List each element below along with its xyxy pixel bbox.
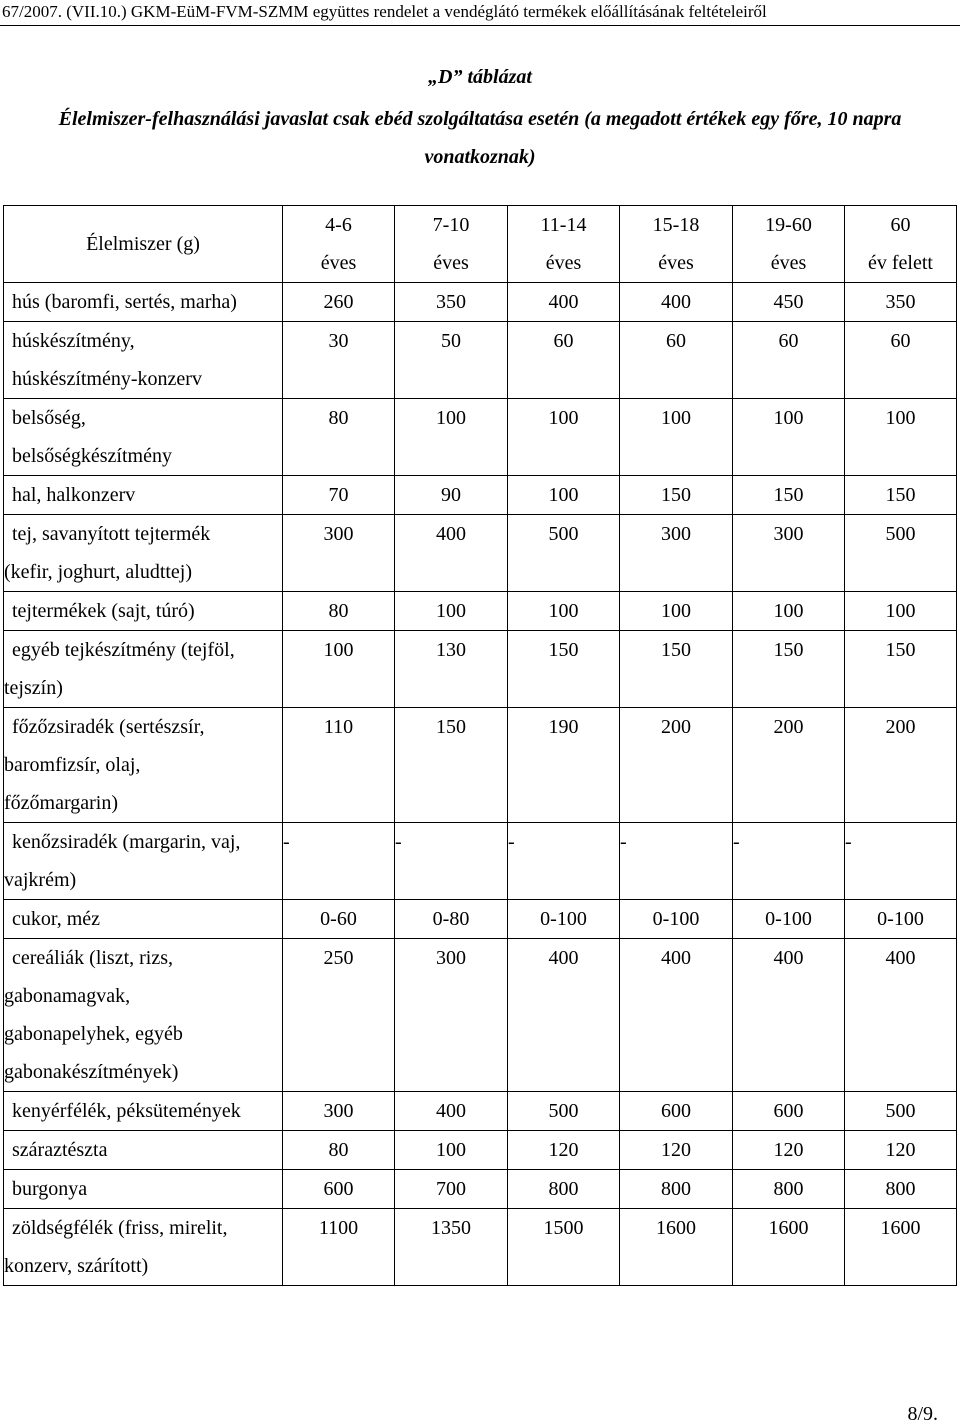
food-name-line: tejszín) bbox=[4, 677, 63, 699]
value-cell: - bbox=[620, 823, 733, 900]
table-body bbox=[4, 206, 957, 1286]
food-name-line: kenyérfélék, péksütemények bbox=[12, 1100, 241, 1122]
value-cell: 100 bbox=[620, 399, 733, 476]
value-cell: 300 bbox=[283, 1092, 395, 1131]
table-row bbox=[4, 476, 957, 515]
food-name-line: kenőzsiradék (margarin, vaj, bbox=[12, 831, 241, 853]
food-name-cell bbox=[4, 476, 283, 515]
value-cell: - bbox=[508, 823, 620, 900]
table-row bbox=[4, 283, 957, 322]
table-row bbox=[4, 515, 957, 592]
value-cell: 1350 bbox=[395, 1209, 508, 1286]
header-cell-age-group bbox=[620, 206, 733, 283]
value-cell: 500 bbox=[508, 1092, 620, 1131]
value-cell: 80 bbox=[283, 1131, 395, 1170]
value-cell: 400 bbox=[620, 939, 733, 1092]
food-name-cell bbox=[4, 939, 283, 1092]
food-name-line: cereáliák (liszt, rizs, bbox=[12, 947, 174, 969]
food-name-cell bbox=[4, 823, 283, 900]
value-cell: 260 bbox=[283, 283, 395, 322]
table-row bbox=[4, 1131, 957, 1170]
age-range-label: 19-60 bbox=[765, 214, 812, 236]
value-cell: 190 bbox=[508, 708, 620, 823]
header-cell-food: Élelmiszer (g) bbox=[4, 206, 283, 283]
table-row bbox=[4, 823, 957, 900]
value-cell: 100 bbox=[395, 592, 508, 631]
food-name-cell bbox=[4, 631, 283, 708]
table-row bbox=[4, 1209, 957, 1286]
food-name-line: gabonapelyhek, egyéb bbox=[4, 1023, 183, 1045]
header-cell-age-group bbox=[283, 206, 395, 283]
value-cell: 100 bbox=[845, 399, 957, 476]
food-name-cell bbox=[4, 399, 283, 476]
food-name-line: (kefir, joghurt, aludttej) bbox=[4, 561, 193, 583]
food-name-cell bbox=[4, 515, 283, 592]
food-usage-table bbox=[3, 205, 957, 1286]
food-name-line: egyéb tejkészítmény (tejföl, bbox=[12, 639, 235, 661]
food-name-line: gabonakészítmények) bbox=[4, 1061, 179, 1083]
food-name-line: gabonamagvak, bbox=[4, 985, 131, 1007]
food-name-line: húskészítmény-konzerv bbox=[12, 368, 202, 390]
food-name-line: húskészítmény, bbox=[12, 330, 135, 352]
value-cell: 100 bbox=[620, 592, 733, 631]
food-name-cell bbox=[4, 1131, 283, 1170]
table-row bbox=[4, 1092, 957, 1131]
table-header-row bbox=[4, 206, 957, 283]
value-cell: 60 bbox=[733, 322, 845, 399]
table-row bbox=[4, 399, 957, 476]
food-name-line: tej, savanyított tejtermék bbox=[12, 523, 211, 545]
document-header: 67/2007. (VII.10.) GKM-EüM-FVM-SZMM együttes rendelet a vendéglátó termékek előállításának feltételeiről bbox=[2, 2, 767, 21]
value-cell: 200 bbox=[733, 708, 845, 823]
value-cell: 800 bbox=[508, 1170, 620, 1209]
value-cell: 150 bbox=[395, 708, 508, 823]
value-cell: 400 bbox=[395, 515, 508, 592]
food-name-line: belsőségkészítmény bbox=[12, 445, 172, 467]
value-cell: - bbox=[283, 823, 395, 900]
food-name-line: száraztészta bbox=[12, 1139, 108, 1161]
value-cell: - bbox=[845, 823, 957, 900]
value-cell: 300 bbox=[733, 515, 845, 592]
table-title: „D” táblázat bbox=[428, 66, 532, 88]
value-cell: - bbox=[395, 823, 508, 900]
value-cell: 500 bbox=[845, 515, 957, 592]
value-cell: 100 bbox=[395, 1131, 508, 1170]
food-name-line: burgonya bbox=[12, 1178, 88, 1200]
food-name-line: belsőség, bbox=[12, 407, 86, 429]
food-name-line: tejtermékek (sajt, túró) bbox=[12, 600, 195, 622]
value-cell: 80 bbox=[283, 592, 395, 631]
food-name-cell bbox=[4, 592, 283, 631]
value-cell: 0-100 bbox=[733, 900, 845, 939]
age-range-label: 4-6 bbox=[325, 214, 352, 236]
value-cell: 0-60 bbox=[283, 900, 395, 939]
value-cell: 500 bbox=[845, 1092, 957, 1131]
value-cell: 0-80 bbox=[395, 900, 508, 939]
value-cell: 400 bbox=[395, 1092, 508, 1131]
age-unit-label: év felett bbox=[868, 252, 933, 274]
food-name-line: zöldségfélék (friss, mirelit, bbox=[12, 1217, 228, 1239]
food-name-cell bbox=[4, 1170, 283, 1209]
header-cell-age-group bbox=[733, 206, 845, 283]
food-name-cell bbox=[4, 322, 283, 399]
table-subtitle-line1: Élelmiszer-felhasználási javaslat csak ebéd szolgáltatása esetén (a megadott értékek egy főre, 10 napra bbox=[58, 108, 902, 130]
value-cell: 100 bbox=[845, 592, 957, 631]
food-name-line: főzőzsiradék (sertészsír, bbox=[12, 716, 205, 738]
food-name-line: főzőmargarin) bbox=[4, 792, 119, 814]
value-cell: 1600 bbox=[733, 1209, 845, 1286]
age-range-label: 60 bbox=[890, 214, 911, 236]
food-name-line: konzerv, szárított) bbox=[4, 1255, 149, 1277]
value-cell: 90 bbox=[395, 476, 508, 515]
value-cell: 70 bbox=[283, 476, 395, 515]
value-cell: 80 bbox=[283, 399, 395, 476]
value-cell: 200 bbox=[845, 708, 957, 823]
food-name-line: vajkrém) bbox=[4, 869, 77, 891]
table-row bbox=[4, 1170, 957, 1209]
value-cell: 0-100 bbox=[620, 900, 733, 939]
food-name-cell bbox=[4, 708, 283, 823]
value-cell: 400 bbox=[733, 939, 845, 1092]
age-unit-label: éves bbox=[658, 252, 694, 274]
value-cell: 400 bbox=[845, 939, 957, 1092]
food-name-line: hús (baromfi, sertés, marha) bbox=[12, 291, 237, 313]
value-cell: 60 bbox=[620, 322, 733, 399]
value-cell: 450 bbox=[733, 283, 845, 322]
value-cell: 60 bbox=[508, 322, 620, 399]
food-name-cell bbox=[4, 1092, 283, 1131]
value-cell: 500 bbox=[508, 515, 620, 592]
value-cell: 1600 bbox=[845, 1209, 957, 1286]
value-cell: 400 bbox=[620, 283, 733, 322]
value-cell: 300 bbox=[395, 939, 508, 1092]
value-cell: 120 bbox=[733, 1131, 845, 1170]
value-cell: 800 bbox=[620, 1170, 733, 1209]
value-cell: 0-100 bbox=[508, 900, 620, 939]
value-cell: 1100 bbox=[283, 1209, 395, 1286]
value-cell: 150 bbox=[620, 631, 733, 708]
value-cell: 200 bbox=[620, 708, 733, 823]
food-name-cell bbox=[4, 1209, 283, 1286]
value-cell: 120 bbox=[620, 1131, 733, 1170]
table-row bbox=[4, 322, 957, 399]
age-unit-label: éves bbox=[545, 252, 582, 274]
food-name-line: hal, halkonzerv bbox=[12, 484, 136, 506]
value-cell: 100 bbox=[508, 592, 620, 631]
value-cell: 60 bbox=[845, 322, 957, 399]
value-cell: 600 bbox=[733, 1092, 845, 1131]
age-range-label: 7-10 bbox=[432, 214, 470, 236]
value-cell: 150 bbox=[845, 631, 957, 708]
value-cell: 300 bbox=[620, 515, 733, 592]
value-cell: 100 bbox=[283, 631, 395, 708]
value-cell: 700 bbox=[395, 1170, 508, 1209]
value-cell: 150 bbox=[733, 631, 845, 708]
value-cell: 120 bbox=[845, 1131, 957, 1170]
value-cell: 120 bbox=[508, 1131, 620, 1170]
value-cell: 350 bbox=[845, 283, 957, 322]
food-name-cell bbox=[4, 283, 283, 322]
value-cell: 100 bbox=[733, 592, 845, 631]
value-cell: 50 bbox=[395, 322, 508, 399]
page-number: 8/9. bbox=[907, 1403, 938, 1425]
value-cell: 800 bbox=[733, 1170, 845, 1209]
value-cell: 250 bbox=[283, 939, 395, 1092]
table-row bbox=[4, 592, 957, 631]
value-cell: 600 bbox=[620, 1092, 733, 1131]
value-cell: 150 bbox=[733, 476, 845, 515]
header-cell-age-group bbox=[508, 206, 620, 283]
food-name-line: baromfizsír, olaj, bbox=[4, 754, 141, 776]
table-row bbox=[4, 900, 957, 939]
value-cell: 400 bbox=[508, 283, 620, 322]
value-cell: 100 bbox=[395, 399, 508, 476]
value-cell: 600 bbox=[283, 1170, 395, 1209]
value-cell: 1500 bbox=[508, 1209, 620, 1286]
value-cell: 30 bbox=[283, 322, 395, 399]
value-cell: 300 bbox=[283, 515, 395, 592]
value-cell: 100 bbox=[508, 399, 620, 476]
value-cell: - bbox=[733, 823, 845, 900]
value-cell: 350 bbox=[395, 283, 508, 322]
value-cell: 110 bbox=[283, 708, 395, 823]
age-unit-label: éves bbox=[770, 252, 807, 274]
value-cell: 150 bbox=[508, 631, 620, 708]
value-cell: 150 bbox=[845, 476, 957, 515]
value-cell: 0-100 bbox=[845, 900, 957, 939]
value-cell: 130 bbox=[395, 631, 508, 708]
header-cell-age-group bbox=[845, 206, 957, 283]
table-row bbox=[4, 708, 957, 823]
table-row bbox=[4, 631, 957, 708]
value-cell: 100 bbox=[508, 476, 620, 515]
value-cell: 400 bbox=[508, 939, 620, 1092]
header-cell-age-group bbox=[395, 206, 508, 283]
food-name-cell bbox=[4, 900, 283, 939]
value-cell: 800 bbox=[845, 1170, 957, 1209]
table-subtitle-line2: vonatkoznak) bbox=[424, 146, 536, 168]
table-row bbox=[4, 939, 957, 1092]
value-cell: 1600 bbox=[620, 1209, 733, 1286]
age-unit-label: éves bbox=[320, 252, 357, 274]
header-divider bbox=[0, 25, 960, 26]
value-cell: 100 bbox=[733, 399, 845, 476]
age-range-label: 11-14 bbox=[540, 214, 587, 236]
age-range-label: 15-18 bbox=[652, 214, 700, 236]
food-name-line: cukor, méz bbox=[12, 908, 101, 930]
age-unit-label: éves bbox=[433, 252, 469, 274]
value-cell: 150 bbox=[620, 476, 733, 515]
